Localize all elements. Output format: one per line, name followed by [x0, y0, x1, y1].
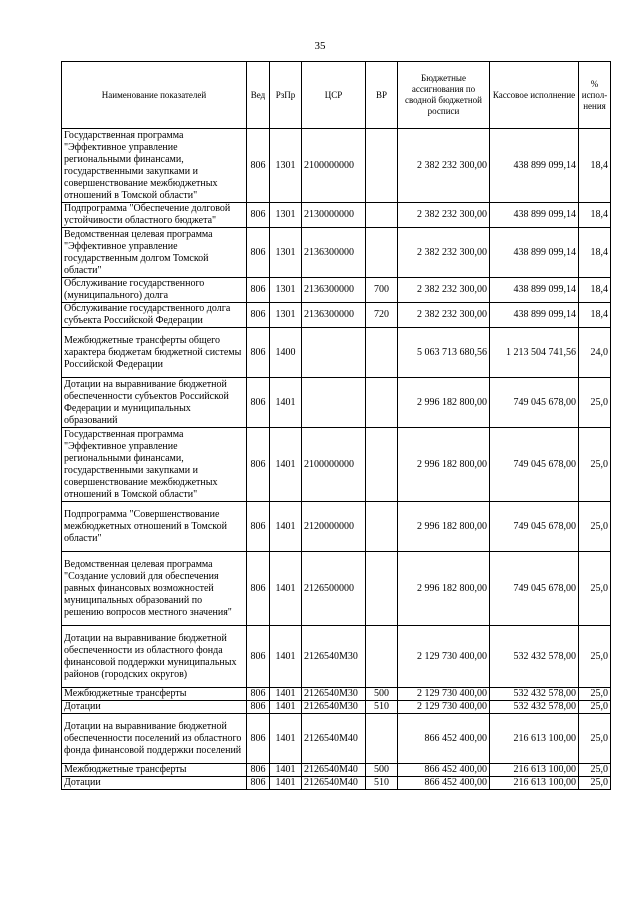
- row-name: Дотации на выравнивание бюджетной обеспеченности субъектов Российской Федерации и муниципальных образований: [62, 378, 247, 428]
- row-ved: 806: [247, 328, 270, 378]
- row-execution-percent: 25,0: [579, 626, 611, 688]
- header-vr: ВР: [366, 62, 398, 129]
- row-assignments: 2 996 182 800,00: [398, 378, 490, 428]
- row-rzpr: 1401: [270, 378, 302, 428]
- row-ved: 806: [247, 777, 270, 790]
- row-csr: 2100000000: [302, 428, 366, 502]
- row-name: Ведомственная целевая программа "Создание условий для обеспечения равных финансовых возможностей муниципальных образований по решению вопросов местного значения": [62, 552, 247, 626]
- row-rzpr: 1401: [270, 688, 302, 701]
- row-rzpr: 1301: [270, 303, 302, 328]
- row-ved: 806: [247, 764, 270, 777]
- row-rzpr: 1401: [270, 502, 302, 552]
- header-rzpr: РзПр: [270, 62, 302, 129]
- table-row: [62, 378, 611, 428]
- row-vr: [366, 129, 398, 203]
- row-rzpr: 1301: [270, 129, 302, 203]
- row-vr: [366, 203, 398, 228]
- row-ved: 806: [247, 714, 270, 764]
- row-execution-percent: 25,0: [579, 688, 611, 701]
- row-vr: 720: [366, 303, 398, 328]
- row-execution-percent: 25,0: [579, 701, 611, 714]
- row-csr: 2126540М30: [302, 688, 366, 701]
- row-name: Государственная программа "Эффективное управление региональными финансами, государственными закупками и совершенствование межбюджетных отношений в Томской области": [62, 428, 247, 502]
- row-rzpr: 1401: [270, 764, 302, 777]
- row-vr: [366, 428, 398, 502]
- row-assignments: 2 129 730 400,00: [398, 701, 490, 714]
- row-csr: 2136300000: [302, 303, 366, 328]
- row-ved: 806: [247, 688, 270, 701]
- row-name: Дотации: [62, 701, 247, 714]
- row-name: Дотации: [62, 777, 247, 790]
- row-execution-percent: 25,0: [579, 777, 611, 790]
- table-row: [62, 278, 611, 303]
- row-cash-execution: 749 045 678,00: [490, 502, 579, 552]
- table-row: [62, 688, 611, 701]
- header-csr: ЦСР: [302, 62, 366, 129]
- row-csr: 2126540М40: [302, 764, 366, 777]
- row-vr: [366, 502, 398, 552]
- row-cash-execution: 438 899 099,14: [490, 203, 579, 228]
- row-rzpr: 1401: [270, 701, 302, 714]
- row-name: Межбюджетные трансферты общего характера бюджетам бюджетной системы Российской Федерации: [62, 328, 247, 378]
- row-ved: 806: [247, 203, 270, 228]
- header-execution-percent: % испол-нения: [579, 62, 611, 129]
- row-rzpr: 1301: [270, 278, 302, 303]
- row-vr: 510: [366, 701, 398, 714]
- row-vr: [366, 552, 398, 626]
- row-cash-execution: 749 045 678,00: [490, 552, 579, 626]
- row-csr: 2120000000: [302, 502, 366, 552]
- table-row: [62, 328, 611, 378]
- table-row: [62, 701, 611, 714]
- row-execution-percent: 18,4: [579, 129, 611, 203]
- row-assignments: 2 382 232 300,00: [398, 228, 490, 278]
- row-vr: [366, 714, 398, 764]
- row-ved: 806: [247, 502, 270, 552]
- header-assignments: Бюджетные ассигнования по сводной бюджетной росписи: [398, 62, 490, 129]
- row-assignments: 2 996 182 800,00: [398, 552, 490, 626]
- row-vr: 700: [366, 278, 398, 303]
- page-number: 35: [314, 40, 326, 52]
- row-rzpr: 1401: [270, 714, 302, 764]
- row-assignments: 2 129 730 400,00: [398, 688, 490, 701]
- table-header-row: [62, 62, 611, 129]
- row-execution-percent: 24,0: [579, 328, 611, 378]
- header-name: Наименование показателей: [62, 62, 247, 129]
- table-row: [62, 303, 611, 328]
- row-csr: [302, 328, 366, 378]
- row-cash-execution: 532 432 578,00: [490, 626, 579, 688]
- row-vr: [366, 626, 398, 688]
- row-ved: 806: [247, 378, 270, 428]
- row-name: Межбюджетные трансферты: [62, 688, 247, 701]
- row-cash-execution: 532 432 578,00: [490, 701, 579, 714]
- row-csr: 2136300000: [302, 228, 366, 278]
- row-cash-execution: 438 899 099,14: [490, 129, 579, 203]
- table-row: [62, 129, 611, 203]
- row-cash-execution: 216 613 100,00: [490, 714, 579, 764]
- row-assignments: 2 382 232 300,00: [398, 129, 490, 203]
- row-csr: 2126540М30: [302, 701, 366, 714]
- row-cash-execution: 438 899 099,14: [490, 278, 579, 303]
- row-csr: 2126540М40: [302, 714, 366, 764]
- row-ved: 806: [247, 129, 270, 203]
- header-ved: Вед: [247, 62, 270, 129]
- row-execution-percent: 18,4: [579, 303, 611, 328]
- table-row: [62, 626, 611, 688]
- row-execution-percent: 25,0: [579, 428, 611, 502]
- row-rzpr: 1301: [270, 203, 302, 228]
- row-name: Ведомственная целевая программа "Эффективное управление государственным долгом Томской области": [62, 228, 247, 278]
- row-assignments: 2 382 232 300,00: [398, 303, 490, 328]
- table-row: [62, 428, 611, 502]
- row-execution-percent: 18,4: [579, 278, 611, 303]
- row-vr: 500: [366, 688, 398, 701]
- row-rzpr: 1400: [270, 328, 302, 378]
- header-cash-execution: Кассовое исполнение: [490, 62, 579, 129]
- table-row: [62, 764, 611, 777]
- table-row: [62, 552, 611, 626]
- row-csr: 2130000000: [302, 203, 366, 228]
- row-cash-execution: 438 899 099,14: [490, 228, 579, 278]
- row-execution-percent: 25,0: [579, 714, 611, 764]
- row-cash-execution: 216 613 100,00: [490, 777, 579, 790]
- row-ved: 806: [247, 278, 270, 303]
- row-assignments: 2 382 232 300,00: [398, 278, 490, 303]
- row-assignments: 2 996 182 800,00: [398, 428, 490, 502]
- row-rzpr: 1401: [270, 777, 302, 790]
- row-csr: 2100000000: [302, 129, 366, 203]
- row-ved: 806: [247, 626, 270, 688]
- row-assignments: 2 996 182 800,00: [398, 502, 490, 552]
- table-row: [62, 714, 611, 764]
- row-cash-execution: 532 432 578,00: [490, 688, 579, 701]
- row-execution-percent: 25,0: [579, 552, 611, 626]
- row-assignments: 866 452 400,00: [398, 714, 490, 764]
- row-vr: 500: [366, 764, 398, 777]
- row-vr: 510: [366, 777, 398, 790]
- row-csr: 2136300000: [302, 278, 366, 303]
- row-ved: 806: [247, 428, 270, 502]
- row-csr: 2126540М30: [302, 626, 366, 688]
- row-cash-execution: 216 613 100,00: [490, 764, 579, 777]
- row-cash-execution: 438 899 099,14: [490, 303, 579, 328]
- row-execution-percent: 18,4: [579, 228, 611, 278]
- row-name: Дотации на выравнивание бюджетной обеспеченности поселений из областного фонда финансовой поддержки поселений: [62, 714, 247, 764]
- row-ved: 806: [247, 303, 270, 328]
- row-vr: [366, 228, 398, 278]
- row-cash-execution: 749 045 678,00: [490, 378, 579, 428]
- row-execution-percent: 25,0: [579, 378, 611, 428]
- row-rzpr: 1301: [270, 228, 302, 278]
- row-name: Подпрограмма "Совершенствование межбюджетных отношений в Томской области": [62, 502, 247, 552]
- row-name: Подпрограмма "Обеспечение долговой устойчивости областного бюджета": [62, 203, 247, 228]
- row-rzpr: 1401: [270, 552, 302, 626]
- row-name: Обслуживание государственного долга субъекта Российской Федерации: [62, 303, 247, 328]
- row-assignments: 2 129 730 400,00: [398, 626, 490, 688]
- row-vr: [366, 378, 398, 428]
- row-rzpr: 1401: [270, 626, 302, 688]
- table-row: [62, 502, 611, 552]
- row-csr: [302, 378, 366, 428]
- row-execution-percent: 25,0: [579, 764, 611, 777]
- row-name: Дотации на выравнивание бюджетной обеспеченности из областного фонда финансовой поддержки муниципальных районов (городских округов): [62, 626, 247, 688]
- row-ved: 806: [247, 228, 270, 278]
- row-name: Государственная программа "Эффективное управление региональными финансами, государственными закупками и совершенствование межбюджетных отношений в Томской области": [62, 129, 247, 203]
- budget-table: [61, 61, 611, 790]
- row-assignments: 2 382 232 300,00: [398, 203, 490, 228]
- row-execution-percent: 25,0: [579, 502, 611, 552]
- row-name: Межбюджетные трансферты: [62, 764, 247, 777]
- row-rzpr: 1401: [270, 428, 302, 502]
- row-csr: 2126500000: [302, 552, 366, 626]
- row-vr: [366, 328, 398, 378]
- row-execution-percent: 18,4: [579, 203, 611, 228]
- row-cash-execution: 1 213 504 741,56: [490, 328, 579, 378]
- table-row: [62, 777, 611, 790]
- row-assignments: 866 452 400,00: [398, 777, 490, 790]
- row-cash-execution: 749 045 678,00: [490, 428, 579, 502]
- table-row: [62, 228, 611, 278]
- row-ved: 806: [247, 552, 270, 626]
- row-assignments: 866 452 400,00: [398, 764, 490, 777]
- row-assignments: 5 063 713 680,56: [398, 328, 490, 378]
- table-row: [62, 203, 611, 228]
- row-csr: 2126540М40: [302, 777, 366, 790]
- row-name: Обслуживание государственного (муниципального) долга: [62, 278, 247, 303]
- row-ved: 806: [247, 701, 270, 714]
